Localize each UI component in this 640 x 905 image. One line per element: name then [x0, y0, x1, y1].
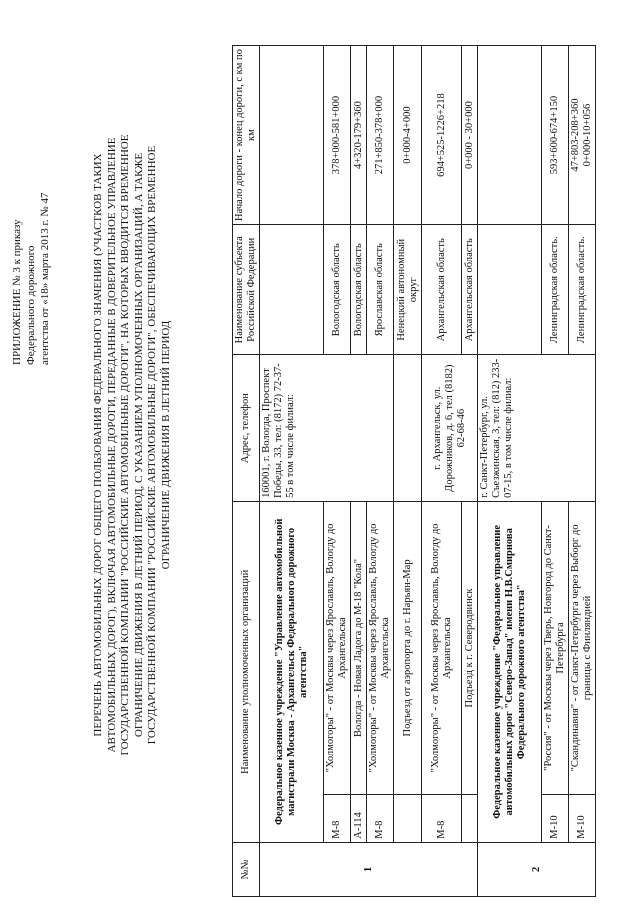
- table-row: [394, 46, 422, 897]
- subject-name: Вологодская область: [351, 225, 367, 355]
- subject-name: Ленинградская область.: [542, 225, 569, 355]
- km-cell: [478, 46, 542, 225]
- road-name: Подъезд от аэропорта до г. Нарьян-Мар: [394, 501, 422, 794]
- road-name: "Россия" - от Москвы через Тверь, Новгород до Санкт-Петербурга: [542, 501, 569, 794]
- road-name: "Холмогоры" - от Москвы через Ярославль, Вологду до Архангельска: [324, 501, 351, 794]
- subject-name: Ленинградская область.: [569, 225, 596, 355]
- branch-address: г. Архангельск, ул. Дорожников, д. 6, тел (8182) 62-68-46: [422, 355, 478, 502]
- annex-line-3: агентства от «18» марта 2013 г. № 47: [39, 192, 51, 365]
- subject-name: Ярославская область: [367, 225, 394, 355]
- org-name: Федеральное казенное учреждение "Управление автомобильной магистрали Москва - Архангельск Федерального дорожного агентства": [260, 501, 324, 842]
- annex-line-1: ПРИЛОЖЕНИЕ № 3 к приказу: [11, 219, 23, 365]
- header-subject: Наименование субъекта Российской Федерации: [233, 225, 260, 355]
- title-line-6: ОГРАНИЧЕНИЕ ДВИЖЕНИЯ В ЛЕТНИЙ ПЕРИОД: [159, 320, 172, 570]
- subject-name: Ненецкий автономный округ: [394, 225, 422, 355]
- header-num: №№: [233, 842, 260, 896]
- subject-cell: [478, 225, 542, 355]
- header-km: Начало дороги - конец дороги, с км по км: [233, 46, 260, 225]
- title-line-1: ПЕРЕЧЕНЬ АВТОМОБИЛЬНЫХ ДОРОГ ОБЩЕГО ПОЛЬЗОВАНИЯ ФЕДЕРАЛЬНОГО ЗНАЧЕНИЯ (УЧАСТКОВ ТАКИХ: [92, 153, 104, 737]
- title-line-4: ОГРАНИЧЕНИЕ ДВИЖЕНИЯ В ЛЕТНИЙ ПЕРИОД, С УКАЗАНИЕМ УПОЛНОМОЧЕННЫХ ОРГАНИЗАЦИЙ, А ТАКЖЕ: [132, 152, 145, 738]
- road-name: "Скандинавия" - от Санкт-Петербурга через Выборг до границы с Финляндией: [569, 501, 596, 794]
- road-name: Вологда - Новая Ладога до М-18 "Кола": [351, 501, 367, 794]
- subject-name: Архангельская область: [422, 225, 462, 355]
- road-code: М-8: [422, 794, 462, 842]
- road-code: М-10: [569, 794, 596, 842]
- km-range: 694+525-1226+218: [422, 46, 462, 225]
- subject-cell: [260, 225, 324, 355]
- group-number: 2: [478, 842, 596, 896]
- road-code: [462, 794, 478, 842]
- addr-empty: [394, 355, 422, 502]
- org-address: 160001, г. Вологда, Проспект Победы, 33, тел: (8172) 72-37-55 в том числе филиал:: [260, 355, 394, 502]
- header-addr: Адрес, телефон: [233, 355, 260, 502]
- table-row: [260, 46, 324, 897]
- road-code: М-8: [324, 794, 351, 842]
- km-range-line-2: 0+000-10+056: [582, 103, 593, 167]
- subject-name: Вологодская область: [324, 225, 351, 355]
- km-cell: [260, 46, 324, 225]
- km-range: 593+600-674+150: [542, 46, 569, 225]
- road-name: Подъезд к г. Северодвинск: [462, 501, 478, 794]
- road-name: "Холмогоры" - от Москвы через Ярославль, Вологду до Архангельска: [422, 501, 462, 794]
- subject-name: Архангельская область: [462, 225, 478, 355]
- group-number: 1: [260, 842, 478, 896]
- road-name: "Холмогоры" - от Москвы через Ярославль, Вологду до Архангельска: [367, 501, 394, 794]
- annex-header: [10, 35, 52, 365]
- table-header-row: [233, 46, 260, 897]
- org-name: Федеральное казенное учреждение "Федеральное управление автомобильных дорог "Северо-Запад" имени Н.В.Смирнова Федерального дорожного агентства": [478, 501, 542, 842]
- road-code: М-10: [542, 794, 569, 842]
- km-range: 0+000-4+000: [394, 46, 422, 225]
- org-address: г. Санкт-Петербург, ул. Съезжинская, 3, тел: (812) 233-07-15, в том числе филиал:: [478, 355, 596, 502]
- road-code: М-8: [367, 794, 394, 842]
- title-line-3: ГОСУДАРСТВЕННОЙ КОМПАНИИ "РОССИЙСКИЕ АВТОМОБИЛЬНЫЕ ДОРОГИ", НА КОТОРЫХ ВВОДИТСЯ ВРЕМЕННОЕ: [119, 134, 131, 756]
- table-row: [478, 46, 542, 897]
- header-name: Наименование уполномоченных организаций: [233, 501, 260, 842]
- road-code: [394, 794, 422, 842]
- document-title: [92, 65, 173, 825]
- km-range: 0+000 - 30+000: [462, 46, 478, 225]
- annex-line-2: Федерального дорожного: [25, 245, 37, 365]
- km-range-line-1: 47+803-208+360: [570, 98, 581, 172]
- roads-table: [232, 45, 596, 897]
- title-line-5: ГОСУДАРСТВЕННОЙ КОМПАНИИ "РОССИЙСКИЕ АВТОМОБИЛЬНЫЕ ДОРОГИ", ОБЕСПЕЧИВАЮЩИХ ВРЕМЕННОЕ: [146, 145, 158, 745]
- km-range: 4+320-179+360: [351, 46, 367, 225]
- km-range: 378+000-581+000: [324, 46, 351, 225]
- table-row: [422, 46, 462, 897]
- km-range: 271+850-378+000: [367, 46, 394, 225]
- km-range: [569, 46, 596, 225]
- road-code: А-114: [351, 794, 367, 842]
- title-line-2: АВТОМОБИЛЬНЫХ ДОРОГ), ВКЛЮЧАЯ АВТОМОБИЛЬНЫЕ ДОРОГИ, ПЕРЕДАННЫЕ В ДОВЕРИТЕЛЬНОЕ УПРАВЛЕНИЕ: [105, 137, 118, 753]
